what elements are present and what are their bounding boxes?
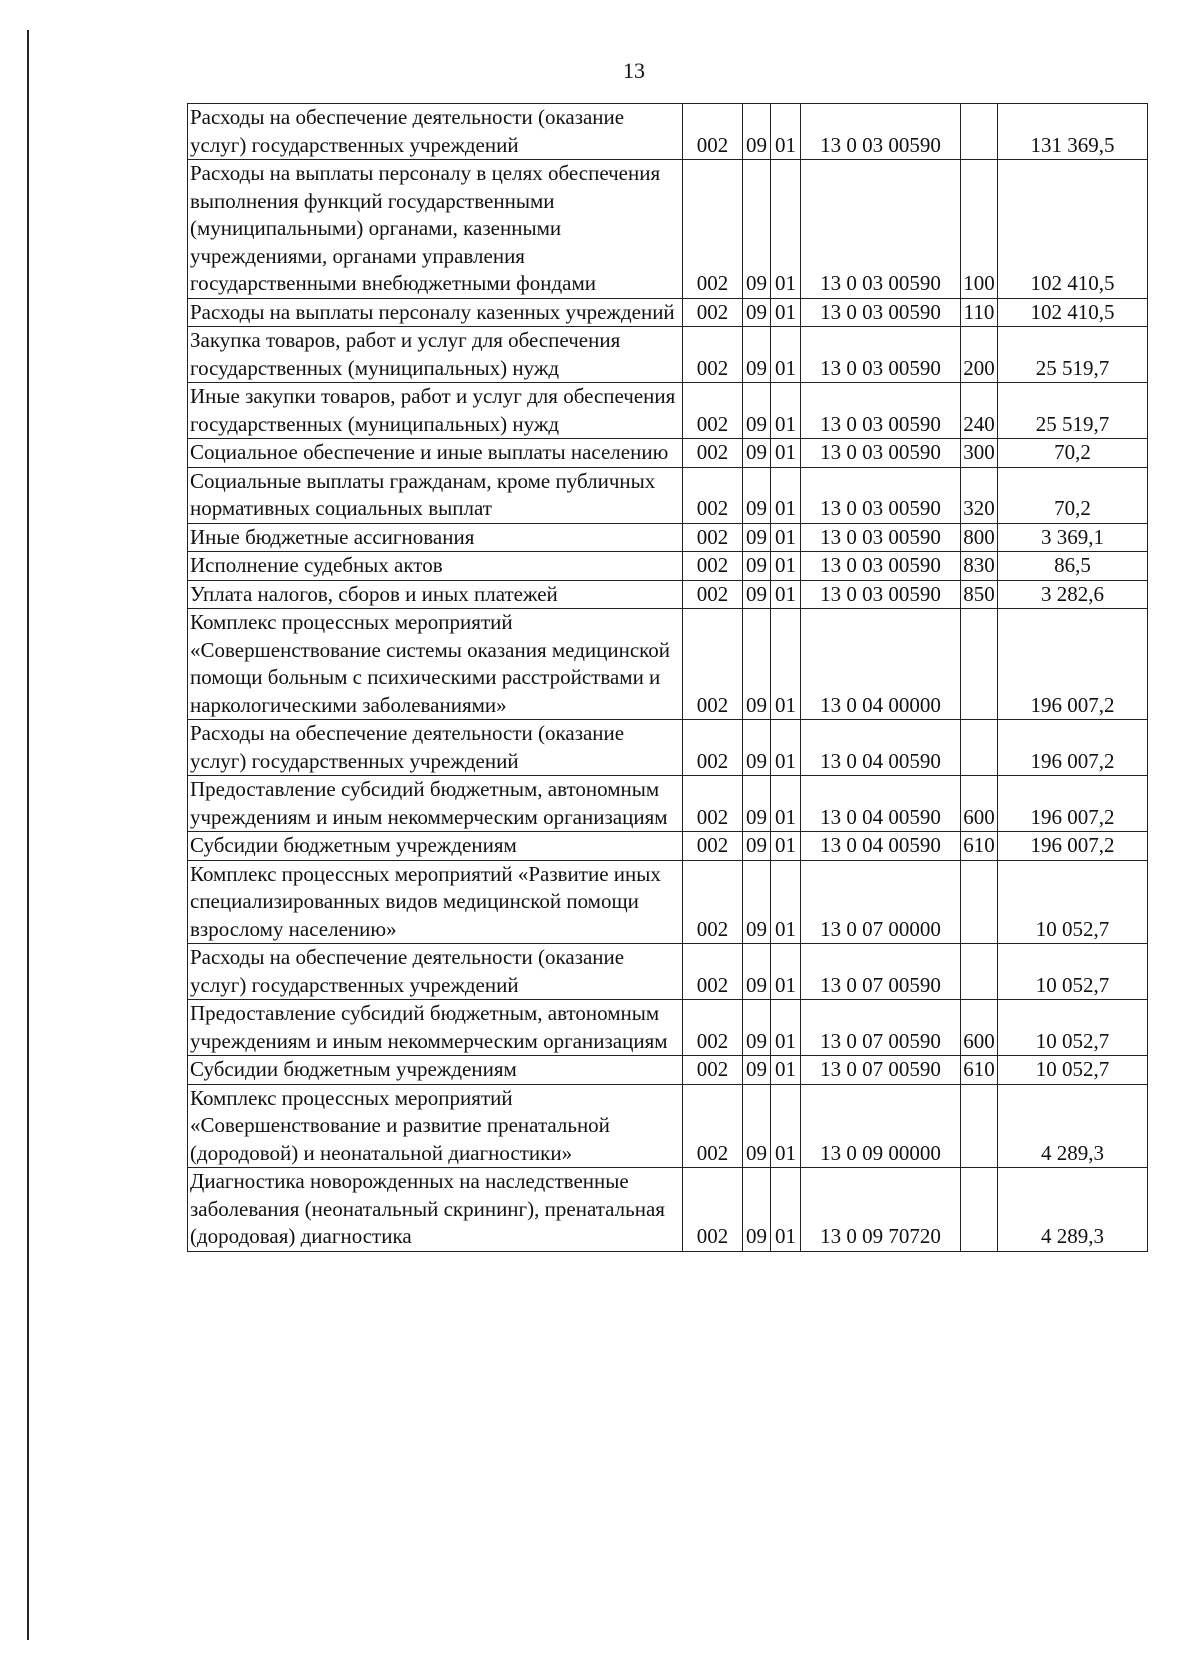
ministry-code-cell: 002 bbox=[683, 383, 743, 439]
expense-type-cell bbox=[961, 860, 998, 944]
target-article-cell: 13 0 04 00590 bbox=[801, 776, 961, 832]
target-article-cell: 13 0 07 00590 bbox=[801, 944, 961, 1000]
expense-name-cell: Закупка товаров, работ и услуг для обеспечения государственных (муниципальных) нужд bbox=[188, 327, 683, 383]
ministry-code-cell: 002 bbox=[683, 832, 743, 861]
expense-name-cell: Комплекс процессных мероприятий «Совершенствование системы оказания медицинской помощи больным с психическими расстройствами и наркологическими заболеваниями» bbox=[188, 609, 683, 720]
amount-cell: 10 052,7 bbox=[998, 1056, 1148, 1085]
section-code-cell: 09 bbox=[743, 720, 771, 776]
budget-table bbox=[187, 103, 1148, 1252]
expense-type-cell: 240 bbox=[961, 383, 998, 439]
table-row bbox=[188, 104, 1148, 160]
table-row bbox=[188, 298, 1148, 327]
expense-type-cell bbox=[961, 1084, 998, 1168]
subsection-code-cell: 01 bbox=[771, 383, 801, 439]
section-code-cell: 09 bbox=[743, 609, 771, 720]
ministry-code-cell: 002 bbox=[683, 523, 743, 552]
section-code-cell: 09 bbox=[743, 1084, 771, 1168]
subsection-code-cell: 01 bbox=[771, 298, 801, 327]
expense-type-cell: 610 bbox=[961, 1056, 998, 1085]
table-row bbox=[188, 523, 1148, 552]
expense-type-cell bbox=[961, 104, 998, 160]
expense-type-cell: 600 bbox=[961, 1000, 998, 1056]
ministry-code-cell: 002 bbox=[683, 327, 743, 383]
amount-cell: 25 519,7 bbox=[998, 383, 1148, 439]
expense-name-cell: Расходы на выплаты персоналу казенных учреждений bbox=[188, 298, 683, 327]
subsection-code-cell: 01 bbox=[771, 580, 801, 609]
expense-name-cell: Уплата налогов, сборов и иных платежей bbox=[188, 580, 683, 609]
subsection-code-cell: 01 bbox=[771, 160, 801, 299]
target-article-cell: 13 0 09 70720 bbox=[801, 1168, 961, 1252]
target-article-cell: 13 0 03 00590 bbox=[801, 439, 961, 468]
ministry-code-cell: 002 bbox=[683, 104, 743, 160]
table-row bbox=[188, 1000, 1148, 1056]
expense-type-cell: 100 bbox=[961, 160, 998, 299]
ministry-code-cell: 002 bbox=[683, 1084, 743, 1168]
expense-type-cell: 850 bbox=[961, 580, 998, 609]
ministry-code-cell: 002 bbox=[683, 160, 743, 299]
section-code-cell: 09 bbox=[743, 327, 771, 383]
subsection-code-cell: 01 bbox=[771, 1168, 801, 1252]
amount-cell: 102 410,5 bbox=[998, 298, 1148, 327]
ministry-code-cell: 002 bbox=[683, 944, 743, 1000]
expense-name-cell: Социальное обеспечение и иные выплаты населению bbox=[188, 439, 683, 468]
target-article-cell: 13 0 03 00590 bbox=[801, 104, 961, 160]
subsection-code-cell: 01 bbox=[771, 860, 801, 944]
ministry-code-cell: 002 bbox=[683, 860, 743, 944]
table-row bbox=[188, 720, 1148, 776]
section-code-cell: 09 bbox=[743, 580, 771, 609]
expense-type-cell: 320 bbox=[961, 467, 998, 523]
subsection-code-cell: 01 bbox=[771, 1056, 801, 1085]
table-row bbox=[188, 580, 1148, 609]
section-code-cell: 09 bbox=[743, 160, 771, 299]
page-number: 13 bbox=[623, 58, 645, 83]
amount-cell: 4 289,3 bbox=[998, 1084, 1148, 1168]
amount-cell: 70,2 bbox=[998, 439, 1148, 468]
target-article-cell: 13 0 09 00000 bbox=[801, 1084, 961, 1168]
expense-type-cell bbox=[961, 720, 998, 776]
expense-name-cell: Диагностика новорожденных на наследственные заболевания (неонатальный скрининг), пренатальная (дородовая) диагностика bbox=[188, 1168, 683, 1252]
table-row bbox=[188, 1084, 1148, 1168]
subsection-code-cell: 01 bbox=[771, 1084, 801, 1168]
expense-name-cell: Комплекс процессных мероприятий «Развитие иных специализированных видов медицинской помощи взрослому населению» bbox=[188, 860, 683, 944]
section-code-cell: 09 bbox=[743, 1168, 771, 1252]
expense-name-cell: Иные бюджетные ассигнования bbox=[188, 523, 683, 552]
target-article-cell: 13 0 04 00000 bbox=[801, 609, 961, 720]
expense-type-cell bbox=[961, 944, 998, 1000]
target-article-cell: 13 0 03 00590 bbox=[801, 298, 961, 327]
amount-cell: 196 007,2 bbox=[998, 720, 1148, 776]
expense-name-cell: Субсидии бюджетным учреждениям bbox=[188, 832, 683, 861]
amount-cell: 70,2 bbox=[998, 467, 1148, 523]
section-code-cell: 09 bbox=[743, 832, 771, 861]
table-row bbox=[188, 383, 1148, 439]
ministry-code-cell: 002 bbox=[683, 609, 743, 720]
amount-cell: 86,5 bbox=[998, 552, 1148, 581]
ministry-code-cell: 002 bbox=[683, 1056, 743, 1085]
amount-cell: 102 410,5 bbox=[998, 160, 1148, 299]
target-article-cell: 13 0 03 00590 bbox=[801, 467, 961, 523]
target-article-cell: 13 0 03 00590 bbox=[801, 580, 961, 609]
margin-rule bbox=[27, 30, 29, 1640]
section-code-cell: 09 bbox=[743, 552, 771, 581]
expense-name-cell: Социальные выплаты гражданам, кроме публичных нормативных социальных выплат bbox=[188, 467, 683, 523]
ministry-code-cell: 002 bbox=[683, 467, 743, 523]
target-article-cell: 13 0 07 00000 bbox=[801, 860, 961, 944]
target-article-cell: 13 0 03 00590 bbox=[801, 523, 961, 552]
amount-cell: 25 519,7 bbox=[998, 327, 1148, 383]
section-code-cell: 09 bbox=[743, 298, 771, 327]
target-article-cell: 13 0 04 00590 bbox=[801, 832, 961, 861]
expense-type-cell: 830 bbox=[961, 552, 998, 581]
target-article-cell: 13 0 07 00590 bbox=[801, 1000, 961, 1056]
section-code-cell: 09 bbox=[743, 523, 771, 552]
subsection-code-cell: 01 bbox=[771, 552, 801, 581]
section-code-cell: 09 bbox=[743, 104, 771, 160]
amount-cell: 131 369,5 bbox=[998, 104, 1148, 160]
table-row bbox=[188, 776, 1148, 832]
subsection-code-cell: 01 bbox=[771, 523, 801, 552]
ministry-code-cell: 002 bbox=[683, 1000, 743, 1056]
table-row bbox=[188, 1168, 1148, 1252]
section-code-cell: 09 bbox=[743, 860, 771, 944]
amount-cell: 10 052,7 bbox=[998, 944, 1148, 1000]
subsection-code-cell: 01 bbox=[771, 439, 801, 468]
target-article-cell: 13 0 04 00590 bbox=[801, 720, 961, 776]
ministry-code-cell: 002 bbox=[683, 552, 743, 581]
subsection-code-cell: 01 bbox=[771, 609, 801, 720]
expense-name-cell: Иные закупки товаров, работ и услуг для обеспечения государственных (муниципальных) нужд bbox=[188, 383, 683, 439]
expense-name-cell: Расходы на обеспечение деятельности (оказание услуг) государственных учреждений bbox=[188, 720, 683, 776]
expense-name-cell: Комплекс процессных мероприятий «Совершенствование и развитие пренатальной (дородовой) и неонатальной диагностики» bbox=[188, 1084, 683, 1168]
subsection-code-cell: 01 bbox=[771, 776, 801, 832]
table-row bbox=[188, 860, 1148, 944]
ministry-code-cell: 002 bbox=[683, 439, 743, 468]
amount-cell: 10 052,7 bbox=[998, 860, 1148, 944]
expense-type-cell: 300 bbox=[961, 439, 998, 468]
expense-type-cell: 600 bbox=[961, 776, 998, 832]
table-row bbox=[188, 439, 1148, 468]
amount-cell: 4 289,3 bbox=[998, 1168, 1148, 1252]
section-code-cell: 09 bbox=[743, 467, 771, 523]
subsection-code-cell: 01 bbox=[771, 327, 801, 383]
target-article-cell: 13 0 03 00590 bbox=[801, 383, 961, 439]
expense-type-cell bbox=[961, 609, 998, 720]
amount-cell: 196 007,2 bbox=[998, 832, 1148, 861]
target-article-cell: 13 0 07 00590 bbox=[801, 1056, 961, 1085]
section-code-cell: 09 bbox=[743, 776, 771, 832]
expense-type-cell bbox=[961, 1168, 998, 1252]
ministry-code-cell: 002 bbox=[683, 1168, 743, 1252]
subsection-code-cell: 01 bbox=[771, 104, 801, 160]
expense-name-cell: Предоставление субсидий бюджетным, автономным учреждениям и иным некоммерческим организациям bbox=[188, 776, 683, 832]
expense-name-cell: Предоставление субсидий бюджетным, автономным учреждениям и иным некоммерческим организациям bbox=[188, 1000, 683, 1056]
table-row bbox=[188, 552, 1148, 581]
section-code-cell: 09 bbox=[743, 1056, 771, 1085]
section-code-cell: 09 bbox=[743, 383, 771, 439]
budget-table-body bbox=[188, 104, 1148, 1252]
section-code-cell: 09 bbox=[743, 1000, 771, 1056]
amount-cell: 196 007,2 bbox=[998, 609, 1148, 720]
table-row bbox=[188, 944, 1148, 1000]
expense-name-cell: Расходы на обеспечение деятельности (оказание услуг) государственных учреждений bbox=[188, 944, 683, 1000]
table-row bbox=[188, 1056, 1148, 1085]
expense-type-cell: 200 bbox=[961, 327, 998, 383]
ministry-code-cell: 002 bbox=[683, 580, 743, 609]
expense-type-cell: 110 bbox=[961, 298, 998, 327]
expense-type-cell: 610 bbox=[961, 832, 998, 861]
ministry-code-cell: 002 bbox=[683, 298, 743, 327]
expense-name-cell: Исполнение судебных актов bbox=[188, 552, 683, 581]
ministry-code-cell: 002 bbox=[683, 776, 743, 832]
expense-name-cell: Субсидии бюджетным учреждениям bbox=[188, 1056, 683, 1085]
amount-cell: 3 369,1 bbox=[998, 523, 1148, 552]
table-row bbox=[188, 832, 1148, 861]
subsection-code-cell: 01 bbox=[771, 1000, 801, 1056]
section-code-cell: 09 bbox=[743, 944, 771, 1000]
table-row bbox=[188, 327, 1148, 383]
table-row bbox=[188, 160, 1148, 299]
table-row bbox=[188, 609, 1148, 720]
table-row bbox=[188, 467, 1148, 523]
expense-type-cell: 800 bbox=[961, 523, 998, 552]
ministry-code-cell: 002 bbox=[683, 720, 743, 776]
expense-name-cell: Расходы на выплаты персоналу в целях обеспечения выполнения функций государственными (муниципальными) органами, казенными учреждениями, органами управления государственными внебюджетными фондами bbox=[188, 160, 683, 299]
amount-cell: 10 052,7 bbox=[998, 1000, 1148, 1056]
subsection-code-cell: 01 bbox=[771, 720, 801, 776]
expense-name-cell: Расходы на обеспечение деятельности (оказание услуг) государственных учреждений bbox=[188, 104, 683, 160]
section-code-cell: 09 bbox=[743, 439, 771, 468]
target-article-cell: 13 0 03 00590 bbox=[801, 552, 961, 581]
target-article-cell: 13 0 03 00590 bbox=[801, 160, 961, 299]
subsection-code-cell: 01 bbox=[771, 832, 801, 861]
target-article-cell: 13 0 03 00590 bbox=[801, 327, 961, 383]
amount-cell: 3 282,6 bbox=[998, 580, 1148, 609]
amount-cell: 196 007,2 bbox=[998, 776, 1148, 832]
subsection-code-cell: 01 bbox=[771, 467, 801, 523]
subsection-code-cell: 01 bbox=[771, 944, 801, 1000]
